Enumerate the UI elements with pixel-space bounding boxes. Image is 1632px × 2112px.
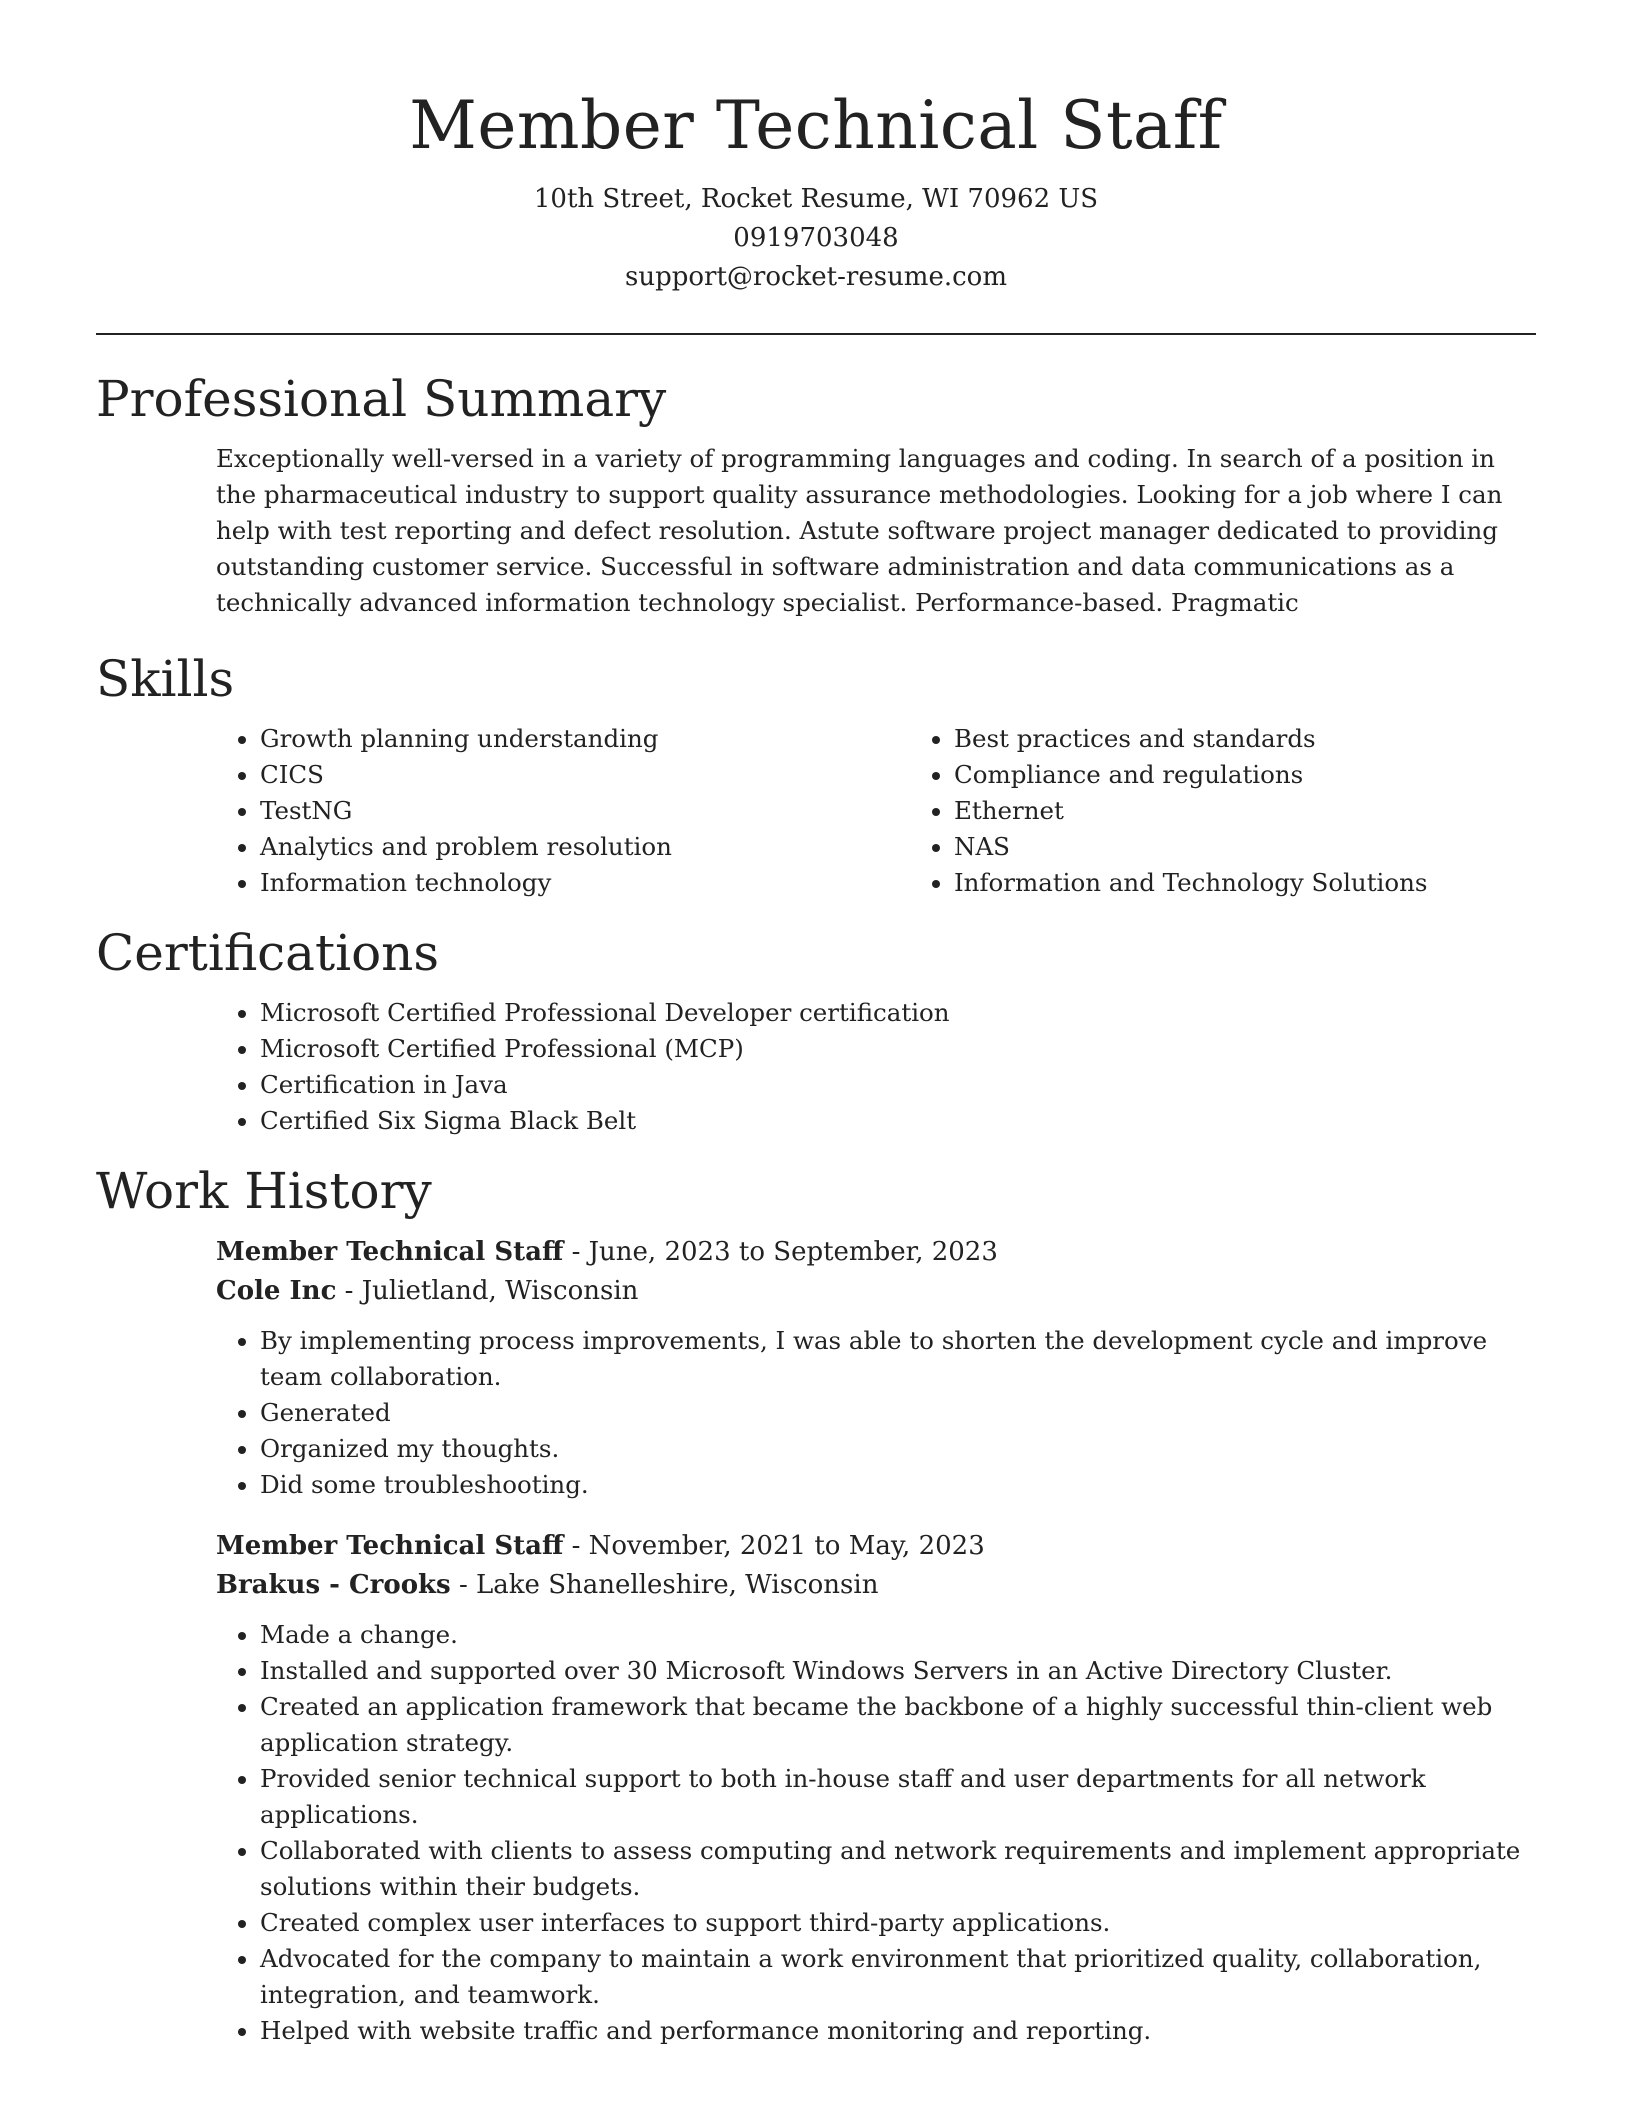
skills-list-right: [910, 721, 1604, 901]
contact-block: [96, 180, 1536, 297]
job-location: - Julietland, Wisconsin: [336, 1276, 639, 1306]
job-bullet: • Collaborated with clients to assess computing and network requirements and implement appropriate solutions within their budgets.: [260, 1833, 1536, 1905]
job-bullet: • Organized my thoughts.: [260, 1431, 1536, 1467]
job-title-line: [216, 1527, 1536, 1566]
certification-item: • Certified Six Sigma Black Belt: [260, 1103, 1536, 1139]
job-entry: [216, 1527, 1536, 2049]
job-bullets: [216, 1323, 1536, 1503]
job-dates: - June, 2023 to September, 2023: [563, 1237, 998, 1267]
skills-list-left: [216, 721, 910, 901]
job-bullet: • Generated: [260, 1395, 1536, 1431]
certifications-heading: Certifications: [96, 924, 440, 982]
contact-address: 10th Street, Rocket Resume, WI 70962 US: [533, 184, 1099, 214]
skill-item: • Ethernet: [954, 793, 1604, 829]
job-company-line: [216, 1566, 1536, 1605]
job-entry: [216, 1233, 1536, 1503]
job-bullets: [216, 1617, 1536, 2049]
skill-item: • Best practices and standards: [954, 721, 1604, 757]
skill-item: • Information technology: [260, 865, 910, 901]
job-bullet: • Created an application framework that became the backbone of a highly successful thin-client web application strategy.: [260, 1689, 1536, 1761]
job-bullet: • Provided senior technical support to both in-house staff and user departments for all network applications.: [260, 1761, 1536, 1833]
work-history-section: [216, 1233, 1536, 2049]
job-company: Brakus - Crooks: [216, 1570, 451, 1600]
certification-item: • Microsoft Certified Professional (MCP): [260, 1031, 1536, 1067]
job-bullet: • Advocated for the company to maintain a work environment that prioritized quality, collaboration, integration, and teamwork.: [260, 1941, 1536, 2013]
skill-item: • NAS: [954, 829, 1604, 865]
job-bullet: • Installed and supported over 30 Microsoft Windows Servers in an Active Directory Cluster.: [260, 1653, 1536, 1689]
certifications-section: [216, 995, 1536, 1139]
skill-item: • TestNG: [260, 793, 910, 829]
job-company-line: [216, 1272, 1536, 1311]
contact-phone: 0919703048: [733, 223, 899, 253]
header-divider: [96, 333, 1536, 335]
job-title-line: [216, 1233, 1536, 1272]
skill-item: • Analytics and problem resolution: [260, 829, 910, 865]
job-location: - Lake Shanelleshire, Wisconsin: [450, 1570, 879, 1600]
skill-item: • Compliance and regulations: [954, 757, 1604, 793]
contact-email: support@rocket-resume.com: [624, 262, 1007, 292]
job-bullet: • Made a change.: [260, 1617, 1536, 1653]
job-role: Member Technical Staff: [216, 1531, 564, 1561]
certification-item: • Microsoft Certified Professional Developer certification: [260, 995, 1536, 1031]
summary-heading: Professional Summary: [96, 370, 667, 428]
work-history-heading: Work History: [96, 1162, 432, 1220]
skill-item: • CICS: [260, 757, 910, 793]
job-dates: - November, 2021 to May, 2023: [563, 1531, 985, 1561]
certifications-list: [216, 995, 1536, 1139]
summary-text: Exceptionally well-versed in a variety of programming languages and coding. In search of a position in the pharmaceutical industry to support quality assurance methodologies. Looking for a job where I can help with test reporting and defect resolution. Astute software project manager dedicated to providing outstanding customer service. Successful in software administration and data communications as a technically advanced information technology specialist. Performance-based. Pragmatic: [216, 444, 1503, 617]
skill-item: • Growth planning understanding: [260, 721, 910, 757]
job-bullet: • Helped with website traffic and performance monitoring and reporting.: [260, 2013, 1536, 2049]
job-company: Cole Inc: [216, 1276, 337, 1306]
summary-section: [216, 441, 1536, 621]
skills-heading: Skills: [96, 650, 235, 708]
resume-header: [96, 84, 1536, 297]
resume-name: Member Technical Staff: [409, 87, 1223, 164]
skills-section: [216, 721, 1536, 901]
certification-item: • Certification in Java: [260, 1067, 1536, 1103]
job-bullet: • Created complex user interfaces to support third-party applications.: [260, 1905, 1536, 1941]
skill-item: • Information and Technology Solutions: [954, 865, 1604, 901]
job-bullet: • By implementing process improvements, I was able to shorten the development cycle and improve team collaboration.: [260, 1323, 1536, 1395]
job-role: Member Technical Staff: [216, 1237, 564, 1267]
job-bullet: • Did some troubleshooting.: [260, 1467, 1536, 1503]
